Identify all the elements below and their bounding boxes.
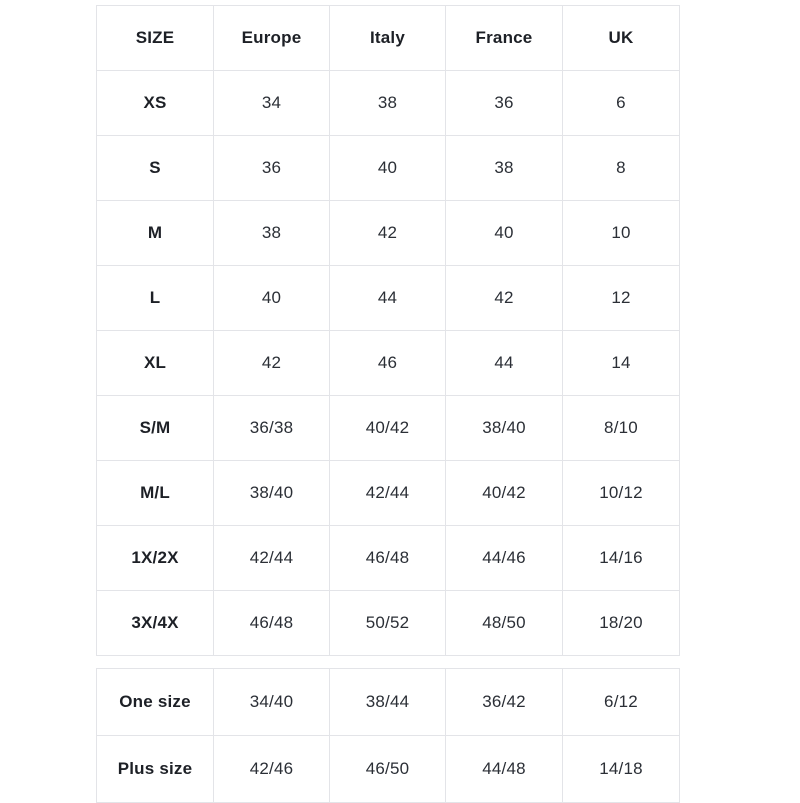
secondary-size-table bbox=[96, 668, 680, 803]
main-size-table bbox=[96, 5, 680, 656]
cell-europe: 40 bbox=[214, 266, 330, 331]
cell-europe: 42 bbox=[214, 331, 330, 396]
cell-europe: 46/48 bbox=[214, 591, 330, 656]
cell-europe: 34/40 bbox=[214, 669, 330, 736]
row-header-size: XS bbox=[97, 71, 214, 136]
cell-uk: 8 bbox=[563, 136, 680, 201]
cell-uk: 18/20 bbox=[563, 591, 680, 656]
cell-uk: 14/16 bbox=[563, 526, 680, 591]
main-size-table-wrapper bbox=[96, 5, 679, 656]
cell-uk: 8/10 bbox=[563, 396, 680, 461]
cell-italy: 40 bbox=[330, 136, 446, 201]
cell-europe: 34 bbox=[214, 71, 330, 136]
cell-france: 44/48 bbox=[446, 736, 563, 803]
cell-italy: 38 bbox=[330, 71, 446, 136]
cell-uk: 14 bbox=[563, 331, 680, 396]
table-header-row bbox=[97, 6, 680, 71]
cell-uk: 6 bbox=[563, 71, 680, 136]
cell-france: 40/42 bbox=[446, 461, 563, 526]
table-row bbox=[97, 461, 680, 526]
row-header-size: S/M bbox=[97, 396, 214, 461]
table-row bbox=[97, 71, 680, 136]
cell-uk: 10 bbox=[563, 201, 680, 266]
cell-europe: 38 bbox=[214, 201, 330, 266]
row-header-size: Plus size bbox=[97, 736, 214, 803]
cell-france: 48/50 bbox=[446, 591, 563, 656]
column-header-size: SIZE bbox=[97, 6, 214, 71]
table-row bbox=[97, 331, 680, 396]
cell-italy: 46/50 bbox=[330, 736, 446, 803]
cell-uk: 10/12 bbox=[563, 461, 680, 526]
main-size-table-head bbox=[97, 6, 680, 71]
cell-france: 38 bbox=[446, 136, 563, 201]
row-header-size: M/L bbox=[97, 461, 214, 526]
column-header-italy: Italy bbox=[330, 6, 446, 71]
row-header-size: L bbox=[97, 266, 214, 331]
main-size-table-body bbox=[97, 71, 680, 656]
cell-uk: 14/18 bbox=[563, 736, 680, 803]
cell-europe: 38/40 bbox=[214, 461, 330, 526]
column-header-europe: Europe bbox=[214, 6, 330, 71]
secondary-size-table-wrapper bbox=[96, 668, 679, 803]
cell-italy: 46 bbox=[330, 331, 446, 396]
column-header-uk: UK bbox=[563, 6, 680, 71]
cell-france: 44/46 bbox=[446, 526, 563, 591]
cell-europe: 36/38 bbox=[214, 396, 330, 461]
table-row bbox=[97, 396, 680, 461]
cell-europe: 36 bbox=[214, 136, 330, 201]
cell-italy: 44 bbox=[330, 266, 446, 331]
cell-france: 36/42 bbox=[446, 669, 563, 736]
row-header-size: 3X/4X bbox=[97, 591, 214, 656]
row-header-size: XL bbox=[97, 331, 214, 396]
table-row bbox=[97, 591, 680, 656]
cell-italy: 42/44 bbox=[330, 461, 446, 526]
table-row bbox=[97, 201, 680, 266]
cell-france: 36 bbox=[446, 71, 563, 136]
cell-italy: 42 bbox=[330, 201, 446, 266]
table-row bbox=[97, 736, 680, 803]
cell-italy: 50/52 bbox=[330, 591, 446, 656]
cell-france: 42 bbox=[446, 266, 563, 331]
cell-uk: 6/12 bbox=[563, 669, 680, 736]
table-row bbox=[97, 669, 680, 736]
cell-france: 40 bbox=[446, 201, 563, 266]
cell-europe: 42/44 bbox=[214, 526, 330, 591]
cell-italy: 38/44 bbox=[330, 669, 446, 736]
row-header-size: S bbox=[97, 136, 214, 201]
secondary-size-table-body bbox=[97, 669, 680, 803]
row-header-size: One size bbox=[97, 669, 214, 736]
table-row bbox=[97, 266, 680, 331]
row-header-size: M bbox=[97, 201, 214, 266]
cell-italy: 40/42 bbox=[330, 396, 446, 461]
table-row bbox=[97, 136, 680, 201]
cell-italy: 46/48 bbox=[330, 526, 446, 591]
cell-france: 38/40 bbox=[446, 396, 563, 461]
cell-europe: 42/46 bbox=[214, 736, 330, 803]
cell-uk: 12 bbox=[563, 266, 680, 331]
row-header-size: 1X/2X bbox=[97, 526, 214, 591]
table-row bbox=[97, 526, 680, 591]
column-header-france: France bbox=[446, 6, 563, 71]
cell-france: 44 bbox=[446, 331, 563, 396]
